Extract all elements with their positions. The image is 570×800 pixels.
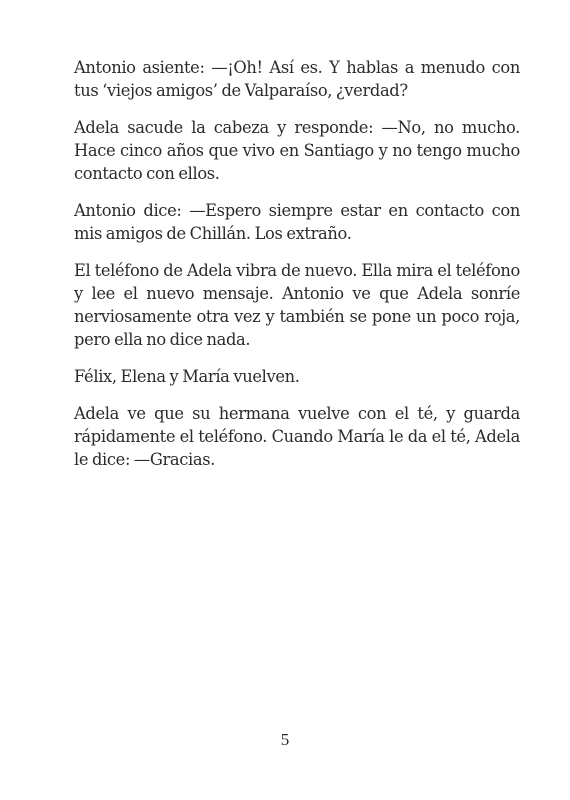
paragraph-3: Antonio dice: —Espero siempre estar en contacto con mis amigos de Chillán. Los extraño.	[74, 201, 520, 243]
paragraph-2: Adela sacude la cabeza y responde: —No, no mucho. Hace cinco años que vivo en Santiago y no tengo mucho contacto con ellos.	[74, 118, 520, 183]
paragraph-5: Félix, Elena y María vuelven.	[74, 367, 300, 386]
paragraph-1: Antonio asiente: —¡Oh! Así es. Y hablas a menudo con tus ‘viejos amigos’ de Valparaíso, ¿verdad?	[74, 58, 520, 100]
paragraph-4: El teléfono de Adela vibra de nuevo. Ella mira el teléfono y lee el nuevo mensaje. Antonio ve que Adela sonríe nerviosamente otra vez y también se pone un poco roja, pero ella no dice nada.	[74, 261, 520, 349]
body-text	[74, 56, 520, 485]
page-number: 5	[280, 730, 290, 749]
paragraph-6: Adela ve que su hermana vuelve con el té, y guarda rápidamente el teléfono. Cuando María le da el té, Adela le dice: —Gracias.	[74, 404, 520, 469]
